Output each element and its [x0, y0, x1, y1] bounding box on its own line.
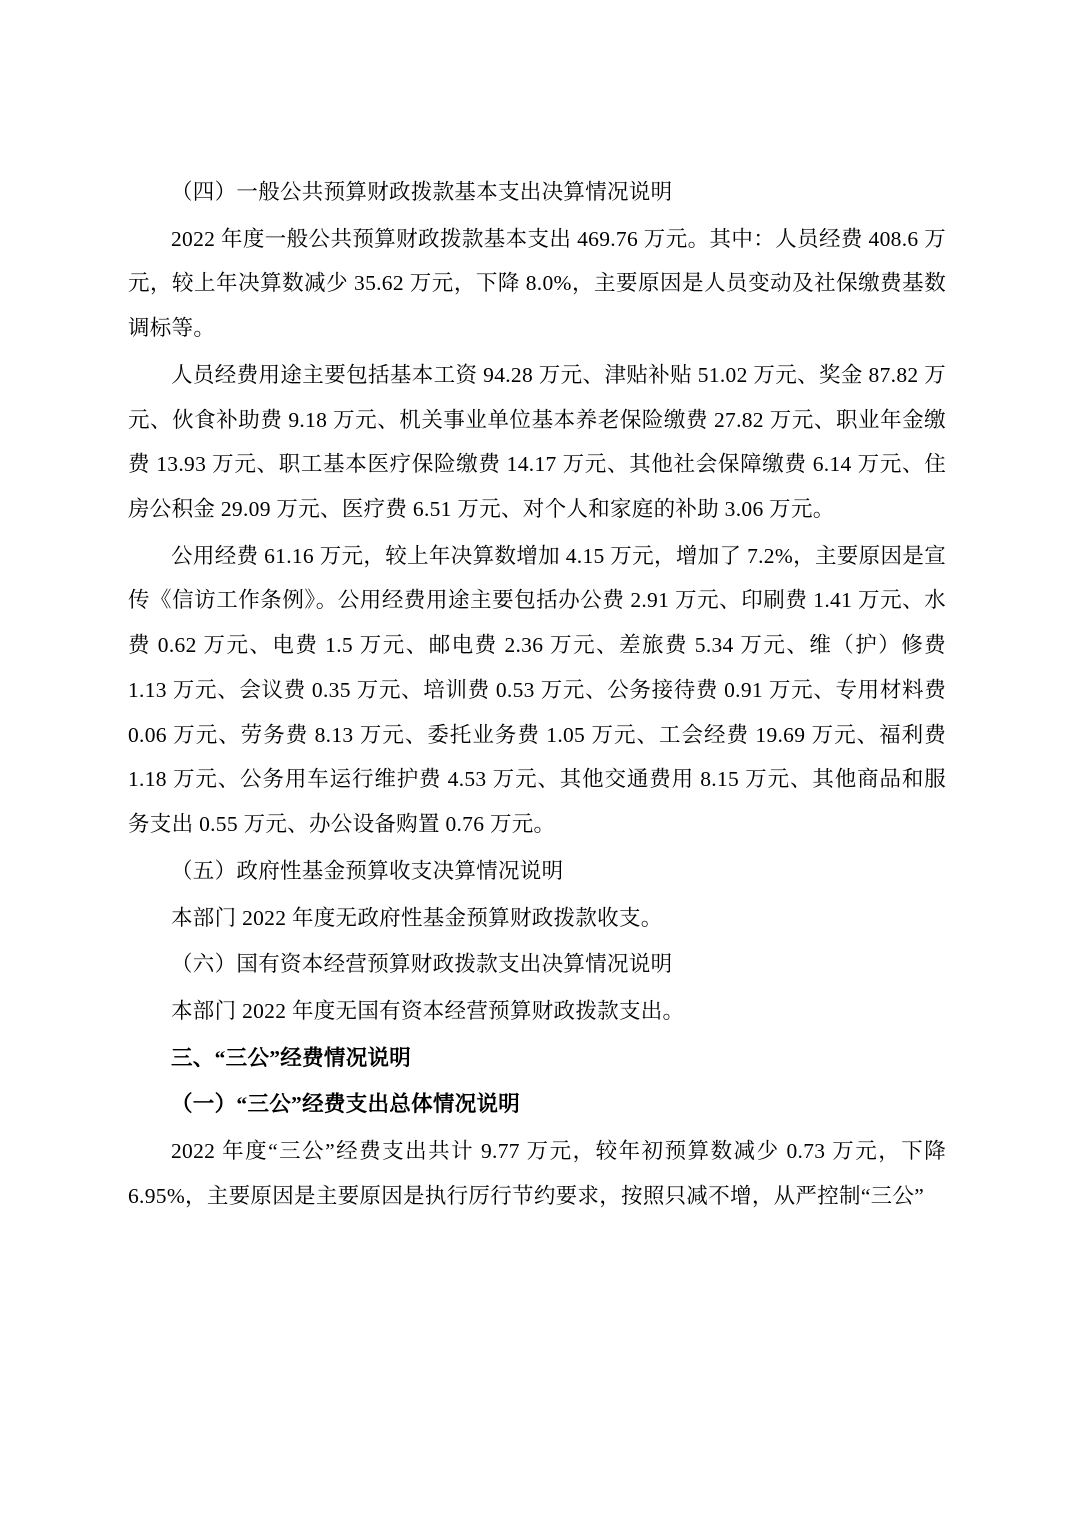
paragraph-section-3-heading: 三、“三公”经费情况说明 [171, 1045, 412, 1070]
paragraph-section-5-body: 本部门 2022 年度无政府性基金预算财政拨款收支。 [171, 905, 663, 930]
paragraph-section-3-1-body: 2022 年度“三公”经费支出共计 9.77 万元，较年初预算数减少 0.73 万元，下降 6.95%，主要原因是主要原因是执行厉行节约要求，按照只减不增，从严控制“三公” [128, 1139, 946, 1208]
paragraph-public-expenditure-detail: 公用经费 61.16 万元，较上年决算数增加 4.15 万元，增加了 7.2%，主要原因是宣传《信访工作条例》。公用经费用途主要包括办公费 2.91 万元、印刷费 1.41 万元、水费 0.62 万元、电费 1.5 万元、邮电费 2.36 万元、差旅费 5.34 万元、维（护）修费 1.13 万元、会议费 0.35 万元、培训费 0.53 万元、公务接待费 0.91 万元、专用材料费 0.06 万元、劳务费 8.13 万元、委托业务费 1.05 万元、工会经费 19.69 万元、福利费 1.18 万元、公务用车运行维护费 4.53 万元、其他交通费用 8.15 万元、其他商品和服务支出 0.55 万元、办公设备购置 0.76 万元。 [128, 543, 946, 837]
paragraph-section-4-heading: （四）一般公共预算财政拨款基本支出决算情况说明 [171, 180, 673, 204]
paragraph-section-3-1-heading: （一）“三公”经费支出总体情况说明 [171, 1092, 521, 1117]
paragraph-section-6-body: 本部门 2022 年度无国有资本经营预算财政拨款支出。 [171, 998, 685, 1023]
paragraph-section-6-heading: （六）国有资本经营预算财政拨款支出决算情况说明 [171, 952, 673, 977]
paragraph-personnel-expenditure-detail: 人员经费用途主要包括基本工资 94.28 万元、津贴补贴 51.02 万元、奖金 87.82 万元、伙食补助费 9.18 万元、机关事业单位基本养老保险缴费 27.82 万元、职业年金缴费 13.93 万元、职工基本医疗保险缴费 14.17 万元、其他社会保障缴费 6.14 万元、住房公积金 29.09 万元、医疗费 6.51 万元、对个人和家庭的补助 3.06 万元。 [128, 362, 946, 522]
document-body [128, 170, 946, 1219]
paragraph-basic-expenditure-overview: 2022 年度一般公共预算财政拨款基本支出 469.76 万元。其中：人员经费 408.6 万元，较上年决算数减少 35.62 万元，下降 8.0%，主要原因是人员变动及社保缴费基数调标等。 [128, 226, 946, 341]
paragraph-section-5-heading: （五）政府性基金预算收支决算情况说明 [171, 858, 564, 883]
